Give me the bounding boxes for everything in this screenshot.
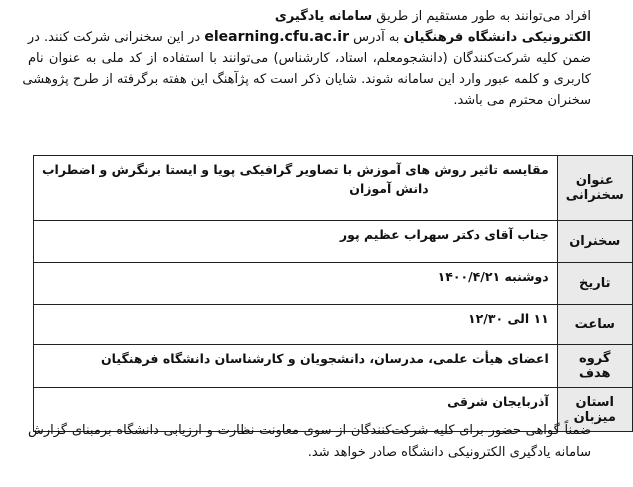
row-label: استان میزبان: [557, 388, 632, 432]
table-row: [34, 221, 633, 263]
intro-paragraph: [22, 6, 591, 111]
lecture-title-line-1: مقایسه تاثیر روش های آموزش با تصاویر گرافیکی پویا و ایستا برنگرش و اضطراب: [42, 162, 549, 177]
row-label: سخنران: [557, 221, 632, 263]
intro-line-4: کاربری و کلمه عبور وارد این سامانه شوند. شایان ذکر است که پژآهنگ این هفته برگرفته از طرح پژوهشی: [22, 72, 591, 87]
row-label: ساعت: [557, 305, 632, 345]
closing-line-2: سامانه یادگیری الکترونیکی دانشگاه صادر خواهد شد.: [307, 445, 591, 460]
host-province-value: آذربایجان شرقی: [34, 388, 558, 432]
target-group-value: اعضای هیأت علمی، مدرسان، دانشجویان و کارشناسان دانشگاه فرهنگیان: [34, 345, 558, 388]
closing-paragraph: [28, 420, 591, 464]
intro-line-2: [28, 27, 591, 48]
lecture-title-line-2-wrap: [42, 179, 549, 198]
table-row: [34, 263, 633, 305]
elearning-url: elearning.cfu.ac.ir: [204, 29, 349, 45]
intro-line-3: ضمن کلیه شرکت‌کنندگان (دانشجومعلم، استاد، کارشناس) می‌توانند با استفاده از کد ملی به عنوان نام: [28, 51, 591, 66]
table-row: [34, 345, 633, 388]
intro-text: در این سخنرانی شرکت کنند. در: [27, 30, 205, 45]
time-value: ۱۱ الی ۱۲/۳۰: [34, 305, 558, 345]
row-label: عنوان سخنرانی: [557, 156, 632, 221]
intro-line-1: [28, 6, 591, 27]
lecture-title-value: [34, 156, 558, 221]
lecture-info-table: [33, 155, 633, 432]
row-label: تاریخ: [557, 263, 632, 305]
intro-text: افراد می‌توانند به طور مستقیم از طریق: [372, 9, 591, 24]
speaker-value: جناب آقای دکتر سهراب عظیم پور: [34, 221, 558, 263]
lecture-title-line-2: دانش آموزان: [349, 181, 429, 196]
intro-line-5: سخنران محترم می باشد.: [453, 93, 591, 108]
date-value: دوشنبه ۱۴۰۰/۴/۲۱: [34, 263, 558, 305]
table-row: [34, 305, 633, 345]
closing-line-1: ضمناً گواهی حضور برای کلیه شرکت‌کنندگان از سوی معاونت نظارت و ارزیابی دانشگاه برمبنای گزارش: [28, 423, 591, 438]
university-name: الکترونیکی دانشگاه فرهنگیان: [403, 30, 591, 45]
row-label: گروه هدف: [557, 345, 632, 388]
table-row: [34, 156, 633, 221]
elearning-system-name: سامانه یادگیری: [274, 9, 373, 24]
intro-text: به آدرس: [349, 30, 404, 45]
